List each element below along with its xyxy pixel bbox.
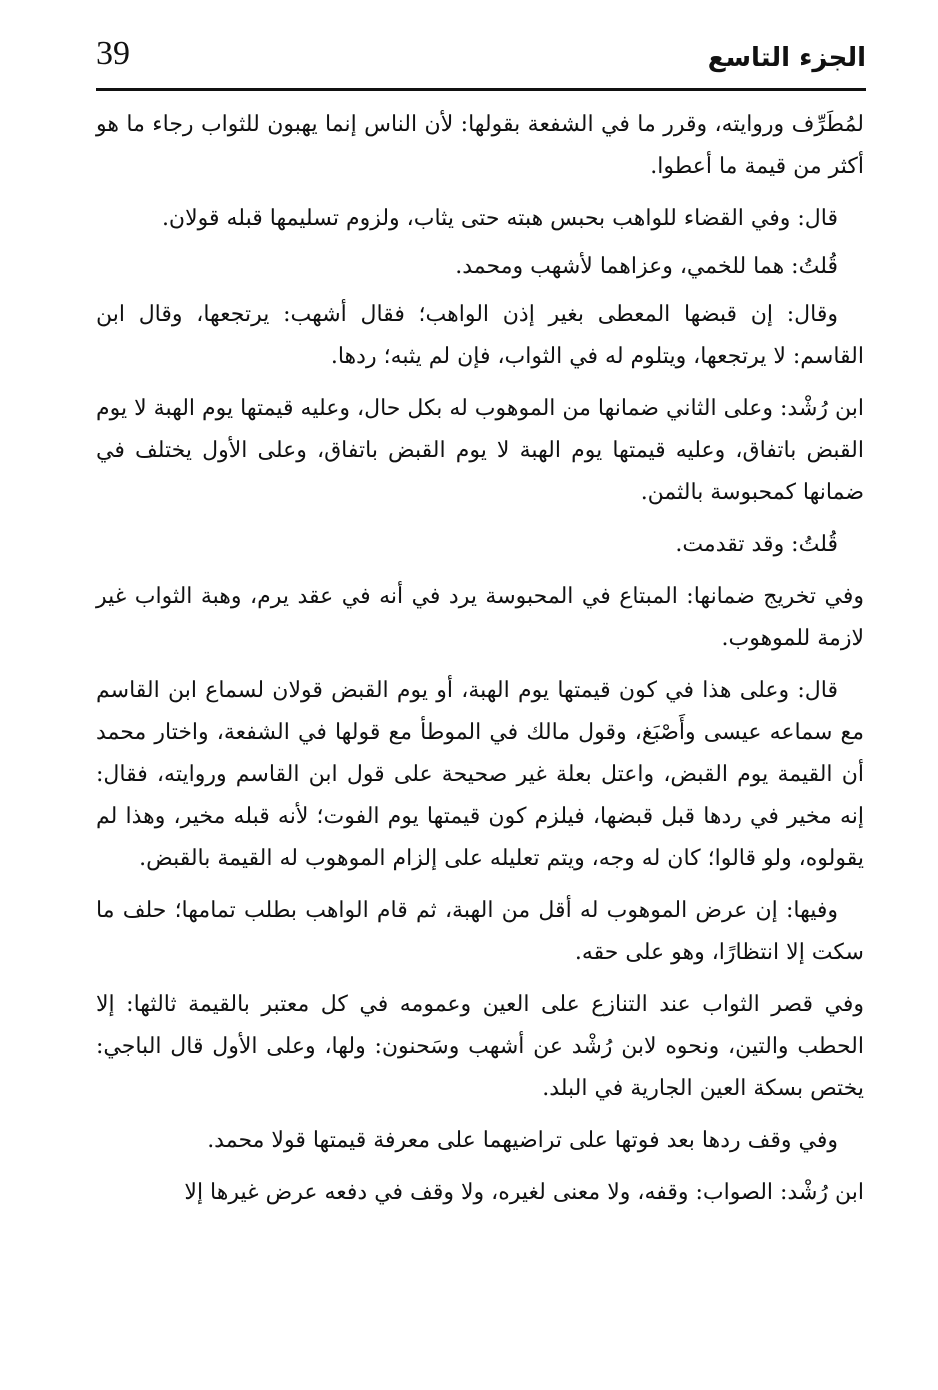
paragraph: وقال: إن قبضها المعطى بغير إذن الواهب؛ فقال أشهب: يرتجعها، وقال ابن القاسم: لا يرتجعها، ويتلوم له في الثواب، فإن لم يثبه؛ ردها. bbox=[96, 302, 864, 369]
main-text bbox=[96, 104, 864, 1224]
header-divider bbox=[96, 88, 866, 91]
paragraph: وفي وقف ردها بعد فوتها على تراضيهما على معرفة قيمتها قولا محمد. bbox=[207, 1128, 838, 1153]
paragraph: لمُطَرِّف وروايته، وقرر ما في الشفعة بقولها: لأن الناس إنما يهبون للثواب رجاء ما هو أكثر من قيمة ما أعطوا. bbox=[96, 112, 864, 179]
paragraph: ابن رُشْد: الصواب: وقفه، ولا معنى لغيره، ولا وقف في دفعه عرض غيرها إلا bbox=[184, 1180, 864, 1205]
paragraph: قُلتُ: هما للخمي، وعزاهما لأشهب ومحمد. bbox=[455, 254, 838, 279]
paragraph: قال: وعلى هذا في كون قيمتها يوم الهبة، أو يوم القبض قولان لسماع ابن القاسم مع سماعه عيسى وأَصْبَغ، وقول مالك في الموطأ مع قولها في الشفعة، واختار محمد أن القيمة يوم القبض، واعتل بعلة غير صحيحة على قول ابن القاسم وروايته، فقال: إنه مخير في ردها قبل قبضها، فيلزم كون قيمتها يوم الفوت؛ لأنه قبله مخير، وهذا لم يقولوه، ولو قالوا؛ كان له وجه، ويتم تعليله على إلزام الموهوب له القيمة بالقبض. bbox=[96, 678, 864, 871]
paragraph: ابن رُشْد: وعلى الثاني ضمانها من الموهوب له بكل حال، وعليه قيمتها يوم الهبة لا يوم القبض باتفاق، وعليه قيمتها يوم الهبة لا يوم القبض باتفاق، وعلى الأول يختلف في ضمانها كمحبوسة بالثمن. bbox=[96, 396, 864, 505]
page-header bbox=[96, 28, 866, 84]
paragraph: قال: وفي القضاء للواهب بحبس هبته حتى يثاب، ولزوم تسليمها قبله قولان. bbox=[161, 206, 838, 231]
paragraph: وفي تخريج ضمانها: المبتاع في المحبوسة يرد في أنه في عقد يرم، وهبة الثواب غير لازمة للموهوب. bbox=[96, 584, 864, 651]
paragraph: وفي قصر الثواب عند التنازع على العين وعمومه في كل معتبر بالقيمة ثالثها: إلا الحطب والتين، ونحوه لابن رُشْد عن أشهب وسَحنون: ولها، وعلى الأول قال الباجي: يختص بسكة العين الجارية في البلد. bbox=[96, 992, 864, 1101]
running-title: الجزء التاسع bbox=[707, 43, 866, 73]
page-number: 39 bbox=[96, 35, 130, 72]
paragraph: قُلتُ: وقد تقدمت. bbox=[675, 532, 838, 557]
paragraph: وفيها: إن عرض الموهوب له أقل من الهبة، ثم قام الواهب بطلب تمامها؛ حلف ما سكت إلا انتظارًا، وهو على حقه. bbox=[96, 898, 864, 965]
